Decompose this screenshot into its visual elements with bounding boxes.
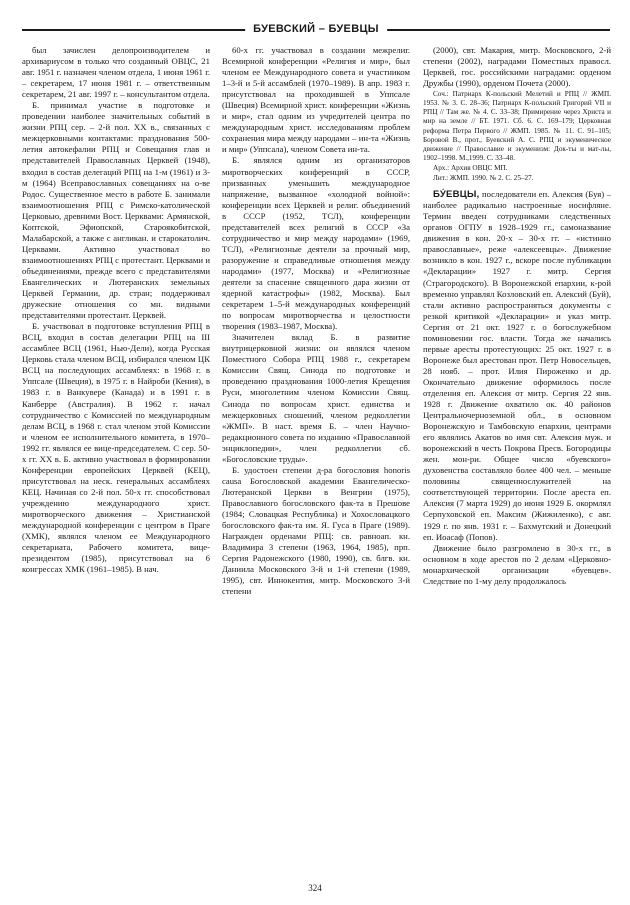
text-column-2: [222, 45, 410, 877]
paragraph: Б. удостоен степени д-ра богословия honoris causa Богословской академии Евангелическо-Лютеранской Церкви в Венгрии (1975), Православного богословского фак-та в Прешове (1984; Словацкая Республика) и Хохословацкого богословского фак-та им. Я. Гуса в Праге (1989). Награжден орденами РПЦ: св. равноап. кн. Владимира 3 степени (1963, 1964, 1985), прп. Сергия Радонежского (1980, 1990), св. блгв. кн. Даниила Московского 3-й и 1-й степени (1989, 1995), свт. Иннокентия, митр. Московского 3-й степени: [222, 464, 410, 597]
page-number: 324: [308, 883, 322, 893]
bibliography-literature: Лит.: ЖМП. 1990. № 2. С. 25–27.: [433, 174, 534, 183]
paragraph: (2000), свт. Макария, митр. Московского, 2-й степени (2002), наградами Поместных правосл. Церквей, гос. российскими наградами: орденом Дружбы (1990), орденом Почета (2000).: [423, 45, 611, 89]
bibliography-archive: Арх.: Архив ОВЦС МП.: [433, 163, 508, 172]
entry-paragraph: [423, 189, 611, 543]
text-column-3: [423, 45, 611, 877]
bibliography-works: Соч.: Патриарх К-польский Мелетий и РПЦ // ЖМП. 1953. № 3. С. 28–36; Патриарх К-польский Григорий VII и РПЦ // Там же. № 4. С. 33–38; Примирение через Христа и мир на земле // БТ. 1971. Сб. 6. С. 169–179; Церковная реформа Петра Первого // ЖМП. 1985. № 11. С. 91–105; Боровой В., прот., Буевский А. С. РПЦ и экуменическое движение // Православие и экуменизм: Док-ты и мат-лы, 1902–1998. М.,1999. С. 33–48.: [423, 90, 611, 162]
page-header: [22, 22, 610, 36]
paragraph: Б. участвовал в подготовке вступления РПЦ в ВСЦ, входил в состав делегации РПЦ на III ассамблее ВСЦ (1961, Нью-Дели), когда Русская Церковь стала членом ВСЦ, избирался членом ЦК ВСЦ на последующих ассамблеях: в 1968 г. в Уппсале (Швеция), в 1975 г. в Найроби (Кения), в 1983 г. в Ванкувере (Канада) и в 1991 г. в Канберре (Австралия). В 1962 г. начал сотрудничество с Комиссией по международным делам ВСЦ, в 1968 г. стал членом этой Комиссии и членом ее исполнительного комитета, в 1970–1992 гг. являлся ее вице-председателем. С сер. 50-х гг. ХХ в. Б. активно участвовал в формировании Конференции европейских Церквей (КЕЦ), присутствовал на неск. генеральных ассамблеях КЕЦ. Начиная со 2-й пол. 50-х гг. способствовал учреждению международного христ. миротворческого движения – Христианской международной конференции с центром в Праге (ХМК), являлся членом ее Международного секретариата, Рабочего комитета, вице-президентом (1985), присутствовал на 6 конгрессах ХМК (1961–1985). В нач.: [22, 321, 210, 575]
paragraph: 60-х гг. участвовал в создании межрелиг. Всемирной конференции «Религия и мир», был членом ее Международного совета и участником 1–3-й и 5-й ассамблей (1970–1989). В апр. 1983 г. присутствовал на проходившей в Уппсале (Швеция) Всемирной христ. конференции «Жизнь и мир», стал одним из учредителей центра по международным христ. исследованиям проблем сохранения мира между народами – ин-та «Жизнь и мир» (Уппсала), членом Совета ин-та.: [222, 45, 410, 155]
text-column-1: [22, 45, 210, 877]
paragraph: Б. являлся одним из организаторов миротворческих конференций в СССР, призванных уменьшить международное напряжение, вызванное «холодной войной»: конференции всех Церквей и религ. объединений в СССР (1952, ТСЛ), конференции представителей всех религий в СССР «За сотрудничество и мир между народами» (1969, ТСЛ), «Религиозные деятели за прочный мир, разоружение и справедливые отношения между народами» (1977, Москва) и «Религиозные деятели за спасение священного дара жизни от ядерной катастрофы» (1982, Москва). Был секретарем 1–5-й международных конференций по вопросам миротворчества и целостности творения (1983–1987, Москва).: [222, 155, 410, 332]
paragraph: Движение было разгромлено в 30-х гг., в основном в ходе арестов по 2 делам «Церковно-монархической организации «буевцев». Следствие по 1-му делу продолжалось: [423, 542, 611, 586]
paragraph: был зачислен делопроизводителем и архивариусом в только что созданный ОВЦС, 21 авг. 1951 г. назначен членом отдела, 1 июня 1961 г. – секретарем, 17 июня 1981 г. – ответственным секретарем, 21 авг. 1997 г. – консультантом отдела.: [22, 45, 210, 100]
paragraph: Значителен вклад Б. в развитие внутрицерковной жизни: он являлся членом Поместного Собора РПЦ 1988 г., секретарем Комиссии Свящ. Синода по подготовке и проведению празднования 1000-летия Крещения Руси, многолетним членом Комиссии Свящ. Синода по вопросам христ. единства и межцерковных сношений, членом редколлегии «ЖМП». В наст. время Б. – член Научно-редакционного совета по изданию «Православной энциклопедии», член редколлегии сб. «Богословские труды».: [222, 332, 410, 464]
paragraph: Б. принимал участие в подготовке и проведении наиболее значительных событий в жизни РПЦ сер. – 2-й пол. ХХ в., связанных с межцерковными контактами: празднования 500-летия автокефалии РПЦ и Совещания глав и представителей Православных Церквей (1948), входил в состав делегаций РПЦ на 1-м (1961) и 3-м (1964) Всеправославных совещаниях на о-ве Родос. Существенное место в работе Б. занимали взаимоотношения РПЦ с Римско-католической Церковью, древними Вост. Церквами: Армянской, Коптской, Эфиопской, Староякобитской, Малабарской, а также с англикан. и старокатолич. Церквами. Активно участвовал во взаимоотношениях РПЦ с протестант. Церквами и объединениями, прежде всего с представителями Евангелических и Лютеранских земельных Церквей Германии, др. стран; поддерживал дружеские отношения со мн. видными представителями протестант. Церквей.: [22, 100, 210, 321]
running-title: БУЕВСКИЙ – БУЕВЦЫ: [245, 22, 387, 36]
entry-text: последователи еп. Алексия (Буя) – наиболее радикально настроенные иосифляне. Термин введен сотрудниками следственных органов ОГПУ в 1928–1929 гг., самоназвание движения в кон. 20-х – 30-х гг. – «истинно православные», реже «алексеевцы». Движение возникло в кон. 1927 г., вскоре после публикации «Декларации» 1927 г. митр. Сергия (Страгородского). В Воронежской епархии, к-рой временно управлял Козловский еп. Алексий (Буй), стали активно распространяться документы с резкой критикой «Декларации» и указ митр. Сергия от 21 окт. 1927 г. о богослужебном поминовении гос. власти. Тогда же начались первые аресты протестующих: 25 окт. 1927 г. в Воронеже был арестован прот. Петр Новосельцев, 28 нояб. – прот. Илия Пироженко и др. Окончательно движение оформилось после отделения еп. Алексия от митр. Сергия 22 янв. 1928 г. Движение охватило ок. 40 районов Центральночерноземной обл., в основном Воронежскую и Тамбовскую епархии, центрами его являлись Акатов во имя свт. Алексия муж. и воронежский в честь Покрова Пресв. Богородицы жен. мон-ри. Общее число «буевского» духовенства составляло более 400 чел. – меньше половины священнослужителей на соответствующей территории. После ареста еп. Алексия (7 марта 1929) до июня 1929 Б. окормлял Серпуховской еп. Максим (Жижиленко), с авг. 1929 г. по янв. 1931 г. – Бахмутский и Донецкий еп. Иоасаф (Попов).: [423, 189, 611, 542]
entry-headword: БУ́ЕВЦЫ,: [433, 189, 480, 201]
